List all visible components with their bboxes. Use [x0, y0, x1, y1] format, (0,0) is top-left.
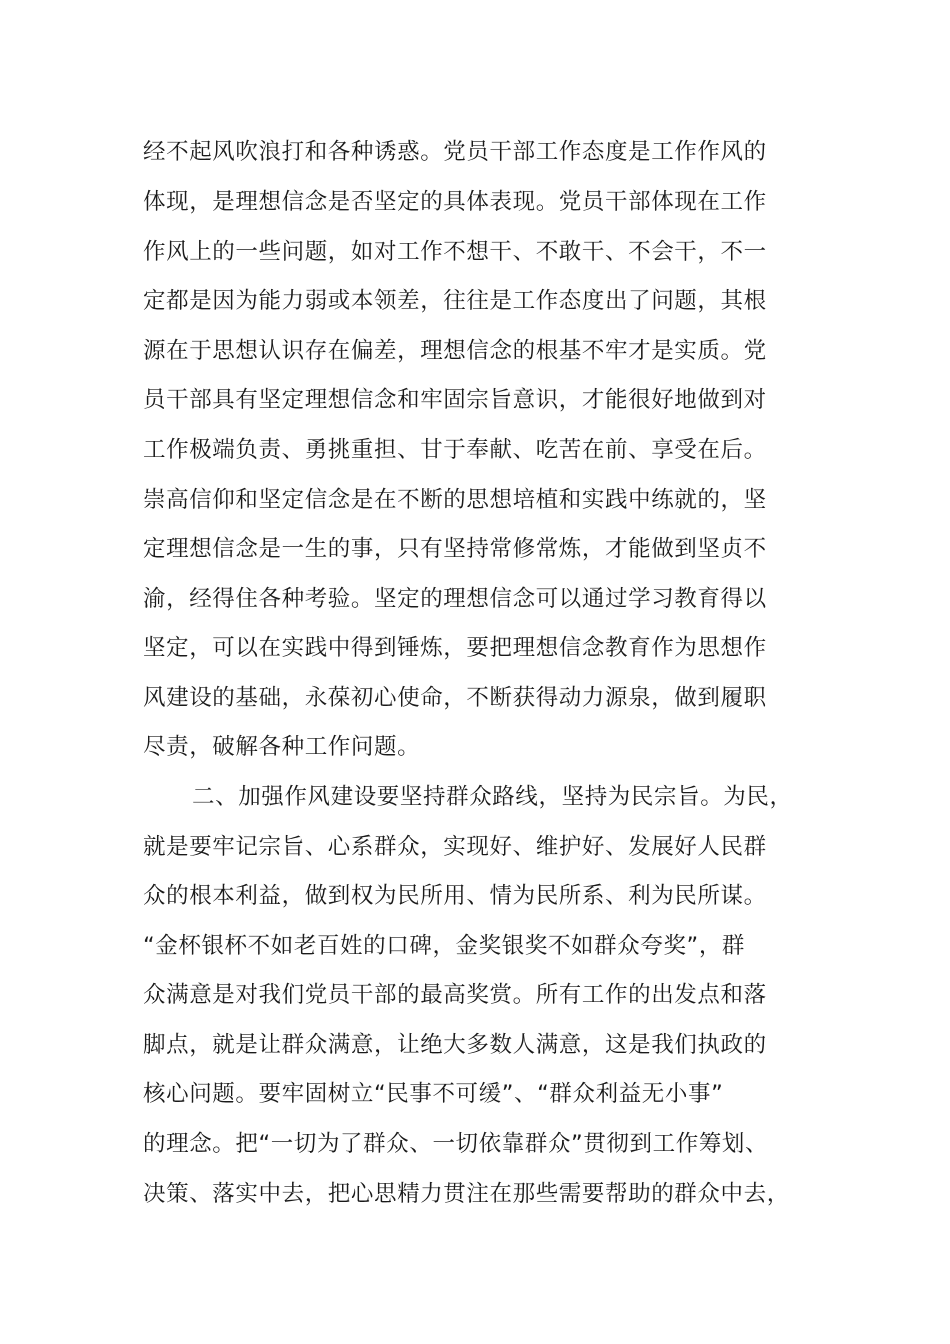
text-line: 风建设的基础，永葆初心使命，不断获得动力源泉，做到履职 [143, 685, 767, 711]
paragraph-first-line: 二、加强作风建设要坚持群众路线，坚持为民宗旨。为民， [192, 784, 793, 810]
text-line: 定都是因为能力弱或本领差，往往是工作态度出了问题，其根 [143, 288, 767, 314]
text-line: 经不起风吹浪打和各种诱惑。党员干部工作态度是工作作风的 [143, 139, 767, 165]
text-line: 决策、落实中去，把心思精力贯注在那些需要帮助的群众中去， [143, 1181, 790, 1207]
text-line: 作风上的一些问题，如对工作不想干、不敢干、不会干，不一 [143, 239, 767, 265]
text-line: 工作极端负责、勇挑重担、甘于奉献、吃苦在前、享受在后。 [143, 437, 767, 463]
text-line: 尽责，破解各种工作问题。 [143, 734, 421, 760]
text-line: 众的根本利益，做到权为民所用、情为民所系、利为民所谋。 [143, 883, 767, 909]
text-line: 就是要牢记宗旨、心系群众，实现好、维护好、发展好人民群 [143, 834, 767, 860]
text-line: 渝，经得住各种考验。坚定的理想信念可以通过学习教育得以 [143, 586, 767, 612]
text-line: 众满意是对我们党员干部的最高奖赏。所有工作的出发点和落 [143, 982, 767, 1008]
text-line: 核心问题。要牢固树立“民事不可缓”、“群众利益无小事” [143, 1081, 724, 1107]
text-line: 脚点，就是让群众满意，让绝大多数人满意，这是我们执政的 [143, 1032, 767, 1058]
text-line: 体现，是理想信念是否坚定的具体表现。党员干部体现在工作 [143, 189, 767, 215]
text-line: 崇高信仰和坚定信念是在不断的思想培植和实践中练就的，坚 [143, 487, 767, 513]
text-line: 员干部具有坚定理想信念和牢固宗旨意识，才能很好地做到对 [143, 387, 767, 413]
text-line: “金杯银杯不如老百姓的口碑，金奖银奖不如群众夸奖”，群 [143, 933, 746, 959]
text-line: 的理念。把“一切为了群众、一切依靠群众”贯彻到工作筹划、 [143, 1131, 769, 1157]
text-line: 定理想信念是一生的事，只有坚持常修常炼，才能做到坚贞不 [143, 536, 767, 562]
text-line: 坚定，可以在实践中得到锤炼，要把理想信念教育作为思想作 [143, 635, 767, 661]
text-line: 源在于思想认识存在偏差，理想信念的根基不牢才是实质。党 [143, 338, 767, 364]
